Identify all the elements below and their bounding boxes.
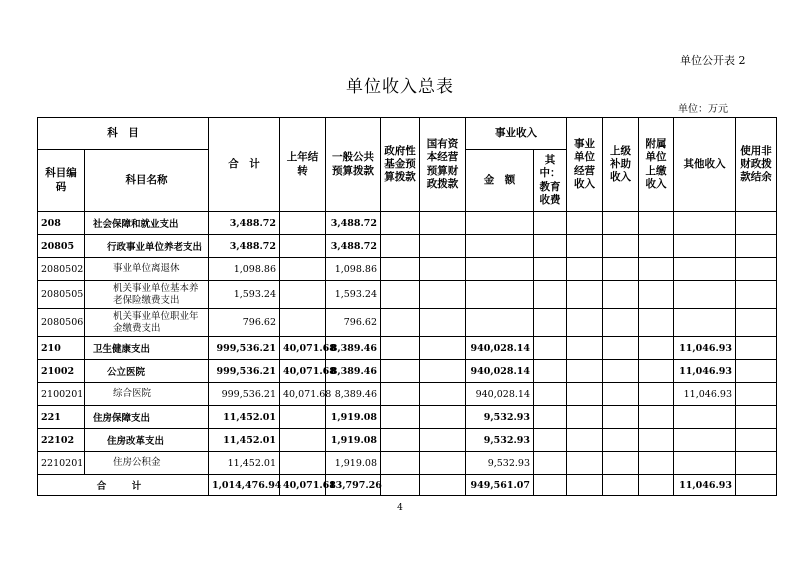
cell-other	[674, 235, 736, 258]
cell-empty	[381, 406, 420, 429]
cell-empty	[639, 429, 674, 452]
cell-total: 1,098.86	[209, 258, 280, 281]
cell-empty	[420, 235, 466, 258]
table-row	[38, 258, 777, 281]
cell-empty	[381, 258, 420, 281]
cell-empty	[420, 337, 466, 360]
cell-code: 2080502	[38, 258, 85, 281]
cell-total: 3,488.72	[209, 235, 280, 258]
header-subject: 科 目	[38, 118, 209, 150]
cell-total: 999,536.21	[209, 360, 280, 383]
cell-empty	[639, 475, 674, 496]
cell-code: 2080505	[38, 281, 85, 309]
cell-empty	[736, 383, 777, 406]
header-subject-code: 科目编码	[38, 150, 85, 212]
cell-empty	[567, 258, 603, 281]
cell-empty	[603, 337, 639, 360]
cell-general: 796.62	[326, 309, 381, 337]
cell-empty	[736, 429, 777, 452]
cell-code: 210	[38, 337, 85, 360]
table-body	[38, 212, 777, 475]
header-state-capital: 国有资本经营预算财政拨款	[420, 118, 466, 212]
cell-empty	[639, 383, 674, 406]
cell-empty	[603, 383, 639, 406]
income-summary-table	[37, 117, 777, 496]
cell-empty	[381, 337, 420, 360]
cell-empty	[534, 475, 567, 496]
cell-name: 机关事业单位基本养老保险缴费支出	[85, 281, 209, 309]
cell-empty	[381, 383, 420, 406]
cell-name: 社会保障和就业支出	[85, 212, 209, 235]
cell-empty	[534, 235, 567, 258]
cell-empty	[567, 360, 603, 383]
cell-empty	[534, 258, 567, 281]
cell-amount	[466, 212, 534, 235]
cell-total: 796.62	[209, 309, 280, 337]
cell-total: 11,452.01	[209, 406, 280, 429]
cell-empty	[420, 429, 466, 452]
cell-empty	[420, 281, 466, 309]
cell-empty	[534, 406, 567, 429]
cell-empty	[534, 429, 567, 452]
cell-empty	[567, 429, 603, 452]
cell-empty	[639, 258, 674, 281]
cell-empty	[534, 309, 567, 337]
cell-amount	[466, 309, 534, 337]
cell-empty	[736, 360, 777, 383]
header-total: 合 计	[209, 118, 280, 212]
cell-empty	[736, 452, 777, 475]
cell-general: 1,919.08	[326, 429, 381, 452]
cell-empty	[736, 258, 777, 281]
cell-other	[674, 258, 736, 281]
cell-general: 8,389.46	[326, 383, 381, 406]
cell-other: 11,046.93	[674, 383, 736, 406]
header-other-income: 其他收入	[674, 118, 736, 212]
cell-other: 11,046.93	[674, 360, 736, 383]
totals-label: 合 计	[38, 475, 209, 496]
table-row	[38, 309, 777, 337]
header-carryover: 上年结转	[280, 118, 326, 212]
cell-amount	[466, 258, 534, 281]
table-row	[38, 429, 777, 452]
totals-general: 13,797.26	[326, 475, 381, 496]
cell-other	[674, 309, 736, 337]
cell-general: 3,488.72	[326, 212, 381, 235]
cell-empty	[420, 406, 466, 429]
cell-amount: 940,028.14	[466, 360, 534, 383]
header-business-operating: 事业单位经营收入	[567, 118, 603, 212]
cell-code: 2100201	[38, 383, 85, 406]
cell-total: 1,593.24	[209, 281, 280, 309]
cell-empty	[603, 258, 639, 281]
cell-empty	[420, 258, 466, 281]
cell-empty	[736, 235, 777, 258]
cell-amount: 940,028.14	[466, 383, 534, 406]
table-row	[38, 235, 777, 258]
cell-empty	[381, 235, 420, 258]
cell-general: 1,919.08	[326, 452, 381, 475]
table-row	[38, 406, 777, 429]
cell-amount: 940,028.14	[466, 337, 534, 360]
header-affiliated-units: 附属单位上缴收入	[639, 118, 674, 212]
cell-empty	[567, 383, 603, 406]
cell-total: 3,488.72	[209, 212, 280, 235]
cell-carryover	[280, 309, 326, 337]
cell-empty	[639, 235, 674, 258]
cell-amount	[466, 281, 534, 309]
header-business-income: 事业收入	[466, 118, 567, 150]
cell-general: 1,919.08	[326, 406, 381, 429]
cell-empty	[534, 337, 567, 360]
cell-empty	[736, 212, 777, 235]
cell-empty	[567, 212, 603, 235]
table-row	[38, 212, 777, 235]
cell-name: 住房公积金	[85, 452, 209, 475]
cell-total: 999,536.21	[209, 383, 280, 406]
cell-empty	[567, 452, 603, 475]
cell-empty	[420, 360, 466, 383]
cell-other	[674, 281, 736, 309]
table-row	[38, 337, 777, 360]
cell-empty	[736, 309, 777, 337]
cell-empty	[639, 360, 674, 383]
cell-code: 2080506	[38, 309, 85, 337]
cell-code: 2210201	[38, 452, 85, 475]
cell-amount: 9,532.93	[466, 406, 534, 429]
header-superior-subsidy: 上级补助收入	[603, 118, 639, 212]
cell-empty	[639, 452, 674, 475]
cell-empty	[567, 337, 603, 360]
header-amount: 金 额	[466, 150, 534, 212]
header-subject-name: 科目名称	[85, 150, 209, 212]
cell-empty	[420, 475, 466, 496]
cell-general: 8,389.46	[326, 360, 381, 383]
cell-empty	[381, 429, 420, 452]
cell-general: 1,593.24	[326, 281, 381, 309]
cell-carryover	[280, 452, 326, 475]
cell-empty	[603, 429, 639, 452]
cell-other	[674, 212, 736, 235]
table-row	[38, 452, 777, 475]
cell-empty	[381, 475, 420, 496]
cell-empty	[639, 406, 674, 429]
cell-empty	[381, 212, 420, 235]
cell-empty	[420, 452, 466, 475]
cell-name: 住房改革支出	[85, 429, 209, 452]
header-non-fiscal-balance: 使用非财政拨款结余	[736, 118, 777, 212]
cell-empty	[603, 309, 639, 337]
unit-label: 单位：万元	[678, 104, 728, 115]
cell-empty	[736, 475, 777, 496]
cell-empty	[381, 452, 420, 475]
cell-carryover	[280, 429, 326, 452]
table-tag: 单位公开表 2	[680, 54, 746, 67]
cell-carryover	[280, 212, 326, 235]
totals-other: 11,046.93	[674, 475, 736, 496]
page-title: 单位收入总表	[346, 77, 454, 97]
cell-name: 机关事业单位职业年金缴费支出	[85, 309, 209, 337]
cell-empty	[736, 337, 777, 360]
cell-code: 20805	[38, 235, 85, 258]
cell-code: 22102	[38, 429, 85, 452]
cell-empty	[639, 281, 674, 309]
cell-name: 住房保障支出	[85, 406, 209, 429]
cell-empty	[534, 452, 567, 475]
cell-empty	[534, 212, 567, 235]
cell-empty	[567, 235, 603, 258]
cell-carryover	[280, 258, 326, 281]
cell-carryover: 40,071.68	[280, 383, 326, 406]
cell-code: 208	[38, 212, 85, 235]
cell-empty	[603, 406, 639, 429]
totals-carryover: 40,071.68	[280, 475, 326, 496]
table-row	[38, 360, 777, 383]
cell-empty	[534, 383, 567, 406]
cell-empty	[567, 281, 603, 309]
cell-empty	[639, 337, 674, 360]
cell-empty	[567, 309, 603, 337]
page-number: 4	[397, 503, 403, 513]
cell-carryover: 40,071.68	[280, 337, 326, 360]
cell-empty	[381, 309, 420, 337]
cell-empty	[420, 383, 466, 406]
cell-total: 999,536.21	[209, 337, 280, 360]
table-row	[38, 281, 777, 309]
cell-empty	[534, 360, 567, 383]
cell-general: 3,488.72	[326, 235, 381, 258]
cell-name: 行政事业单位养老支出	[85, 235, 209, 258]
cell-empty	[381, 360, 420, 383]
cell-name: 公立医院	[85, 360, 209, 383]
cell-empty	[603, 281, 639, 309]
cell-empty	[603, 452, 639, 475]
totals-total: 1,014,476.94	[209, 475, 280, 496]
cell-carryover	[280, 406, 326, 429]
cell-carryover	[280, 235, 326, 258]
cell-name: 综合医院	[85, 383, 209, 406]
header-of-which-edu: 其中：教育收费	[534, 150, 567, 212]
cell-empty	[736, 406, 777, 429]
cell-other	[674, 406, 736, 429]
header-gov-fund: 政府性基金预算拨款	[381, 118, 420, 212]
cell-name: 卫生健康支出	[85, 337, 209, 360]
cell-amount	[466, 235, 534, 258]
cell-empty	[534, 281, 567, 309]
cell-amount: 9,532.93	[466, 429, 534, 452]
cell-code: 21002	[38, 360, 85, 383]
cell-empty	[639, 212, 674, 235]
cell-general: 1,098.86	[326, 258, 381, 281]
cell-empty	[567, 475, 603, 496]
totals-amount: 949,561.07	[466, 475, 534, 496]
cell-empty	[567, 406, 603, 429]
cell-amount: 9,532.93	[466, 452, 534, 475]
cell-other: 11,046.93	[674, 337, 736, 360]
cell-empty	[603, 212, 639, 235]
cell-other	[674, 452, 736, 475]
cell-empty	[639, 309, 674, 337]
cell-empty	[420, 212, 466, 235]
cell-other	[674, 429, 736, 452]
cell-empty	[381, 281, 420, 309]
cell-total: 11,452.01	[209, 429, 280, 452]
cell-empty	[603, 235, 639, 258]
cell-empty	[603, 475, 639, 496]
totals-row	[38, 475, 777, 496]
cell-general: 8,389.46	[326, 337, 381, 360]
cell-code: 221	[38, 406, 85, 429]
cell-total: 11,452.01	[209, 452, 280, 475]
cell-empty	[420, 309, 466, 337]
cell-empty	[736, 281, 777, 309]
cell-carryover: 40,071.68	[280, 360, 326, 383]
header-general-budget: 一般公共预算拨款	[326, 118, 381, 212]
cell-name: 事业单位离退休	[85, 258, 209, 281]
table-row	[38, 383, 777, 406]
cell-carryover	[280, 281, 326, 309]
cell-empty	[603, 360, 639, 383]
